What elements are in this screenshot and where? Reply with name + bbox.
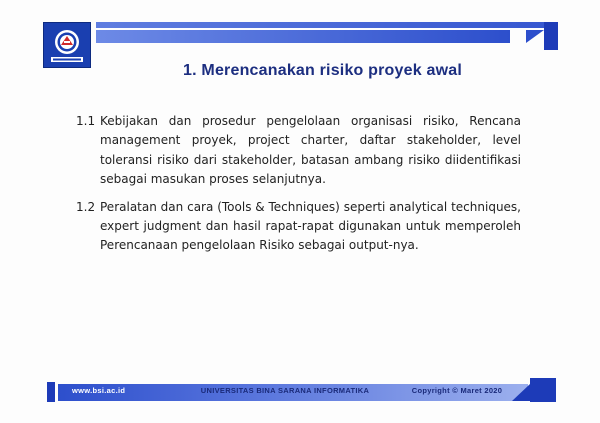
- item-number: 1.2: [76, 199, 96, 214]
- footer-institution: UNIVERSITAS BINA SARANA INFORMATIKA: [200, 386, 370, 395]
- footer-left-block: [47, 382, 55, 402]
- header-band-thick: [96, 30, 510, 43]
- header-corner-triangle: [526, 30, 544, 43]
- header-band-thin: [96, 22, 556, 28]
- list-item: [76, 198, 521, 256]
- item-text: Peralatan dan cara (Tools & Techniques) seperti analytical techniques, expert judgment dan hasil rapat-rapat digunakan untuk memperoleh Perencanaan pengelolaan Risiko sebagai output-nya.: [100, 199, 521, 253]
- slide-title: 1. Merencanakan risiko proyek awal: [183, 62, 462, 79]
- item-text: Kebijakan dan prosedur pengelolaan organisasi risiko, Rencana management proyek, project charter, daftar stakeholder, level toleransi risiko dari stakeholder, batasan ambang risiko diidentifikasi sebagai masukan proses selanjutnya.: [100, 114, 521, 187]
- footer-copyright: Copyright © Maret 2020: [411, 386, 503, 395]
- slide-content: [76, 112, 521, 264]
- header-corner-block: [544, 22, 558, 50]
- footer-corner-block: [530, 378, 556, 402]
- item-number: 1.1: [76, 114, 96, 128]
- list-item: [76, 112, 521, 190]
- bsi-logo-icon: [43, 22, 91, 68]
- footer-url-link[interactable]: www.bsi.ac.id: [72, 386, 126, 395]
